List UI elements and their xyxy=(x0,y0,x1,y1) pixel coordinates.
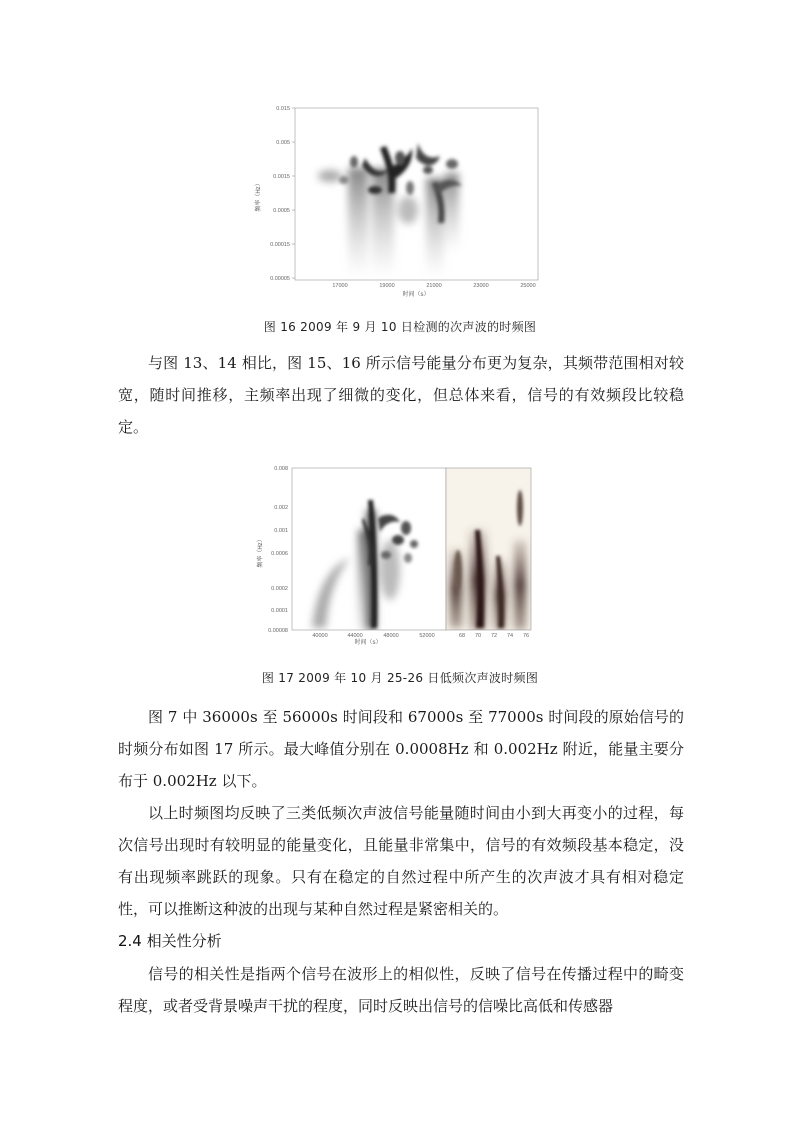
paragraph: 以上时频图均反映了三类低频次声波信号能量随时间由小到大再变小的过程，每次信号出现时有较明显的能量变化，且能量非常集中，信号的有效频段基本稳定，没有出现频率跳跃的现象。只有在稳定的自然过程中所产生的次声波才具有相对稳定性，可以推断这种波的出现与某种自然过程是紧密相关的。 xyxy=(118,804,684,918)
x-tick-label: 44000 xyxy=(347,633,363,639)
y-axis-ticks xyxy=(268,466,288,634)
y-tick-label: 0.0005 xyxy=(273,208,290,214)
y-tick-label: 0.00005 xyxy=(270,276,290,282)
x-tick-label: 76 xyxy=(522,633,530,639)
figure-16-caption: 图 16 2009 年 9 月 10 日检测的次声波的时频图 xyxy=(263,320,537,334)
y-tick-label: 0.00015 xyxy=(270,242,290,248)
x-axis-label: 时间（s） xyxy=(354,640,382,646)
y-tick-label: 0.005 xyxy=(276,140,290,146)
figure-17 xyxy=(250,460,540,646)
y-tick-label: 0.008 xyxy=(274,466,288,472)
y-tick-label: 0.0001 xyxy=(271,608,288,614)
x-tick-label: 74 xyxy=(506,633,514,639)
x-tick-label: 25000 xyxy=(520,283,536,289)
y-tick-label: 0.0006 xyxy=(271,551,288,557)
x-tick-label: 48000 xyxy=(383,633,399,639)
x-tick-label: 19000 xyxy=(379,283,395,289)
paragraph: 图 7 中 36000s 至 56000s 时间段和 67000s 至 77000s 时间段的原始信号的时频分布如图 17 所示。最大峰值分别在 0.0008Hz 和 0.002Hz 附近，能量主要分布于 0.002Hz 以下。 xyxy=(118,708,684,790)
x-tick-label: 21000 xyxy=(426,283,442,289)
x-tick-label: 23000 xyxy=(473,283,489,289)
paragraph: 与图 13、14 相比，图 15、16 所示信号能量分布更为复杂，其频带范围相对较宽，随时间推移，主频率出现了细微的变化，但总体来看，信号的有效频段比较稳定。 xyxy=(118,354,684,436)
y-tick-label: 0.001 xyxy=(274,528,288,534)
figure-16 xyxy=(240,98,550,300)
x-tick-label: 17000 xyxy=(332,283,348,289)
y-axis-ticks xyxy=(270,106,295,282)
section-heading: 2.4 相关性分析 xyxy=(118,932,222,950)
x-tick-label: 72 xyxy=(490,633,498,639)
y-axis-label: 频率（Hz） xyxy=(256,180,262,212)
plot-area xyxy=(295,108,538,280)
x-tick-label: 52000 xyxy=(419,633,435,639)
y-tick-label: 0.015 xyxy=(276,106,290,112)
x-tick-label: 68 xyxy=(458,633,466,639)
y-axis-label: 频率（Hz） xyxy=(258,536,264,568)
y-tick-label: 0.00008 xyxy=(268,628,288,634)
x-axis-label: 时间（s） xyxy=(402,292,430,298)
figure-17-caption: 图 17 2009 年 10 月 25-26 日低频次声波时频图 xyxy=(261,671,539,685)
x-axis-ticks xyxy=(332,283,535,289)
y-tick-label: 0.0002 xyxy=(271,586,288,592)
x-axis-ticks-right xyxy=(459,633,529,639)
x-axis-ticks-left xyxy=(312,633,434,639)
y-tick-label: 0.0015 xyxy=(273,174,290,180)
y-tick-label: 0.002 xyxy=(274,505,288,511)
paragraph: 信号的相关性是指两个信号在波形上的相似性，反映了信号在传播过程中的畸变程度，或者受背景噪声干扰的程度，同时反映出信号的信噪比高低和传感器 xyxy=(118,965,684,1015)
x-tick-label: 70 xyxy=(474,633,482,639)
x-tick-label: 40000 xyxy=(312,633,328,639)
